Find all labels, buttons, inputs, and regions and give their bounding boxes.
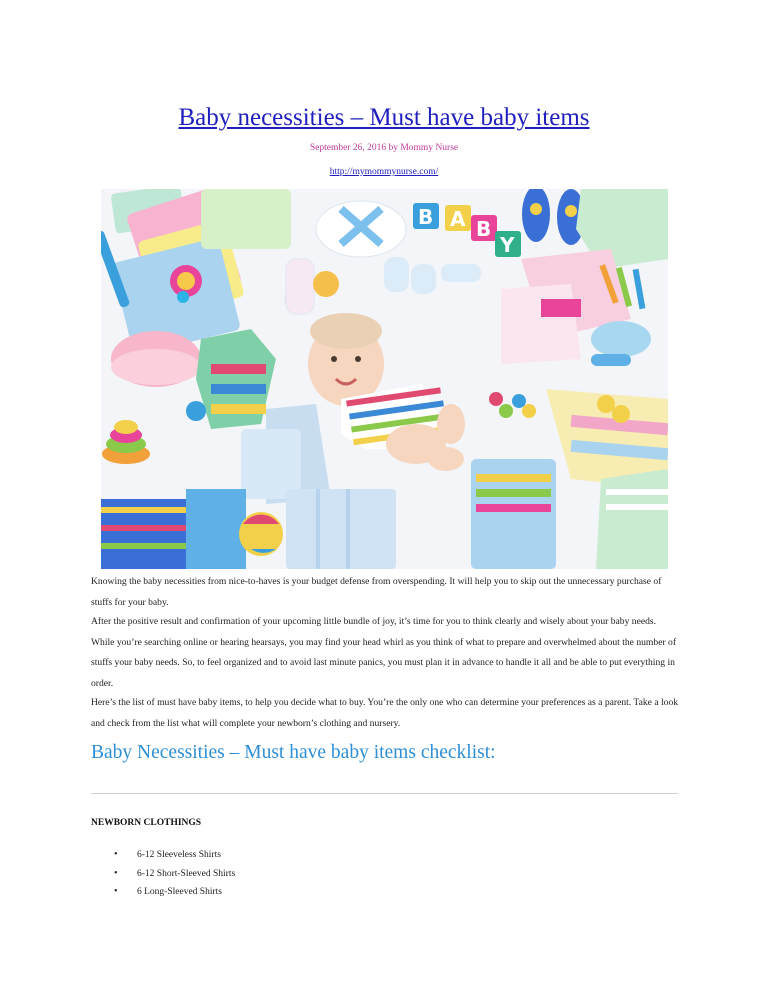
list-item-label: 6-12 Short-Sleeved Shirts [137,868,236,879]
bullet-icon: • [114,886,118,897]
list-item [114,869,235,888]
body-paragraph: Here’s the list of must have baby items, to help you decide what to buy. You’re the only one who can determine your preferences as a parent. Take a look and check from the list what will complete your newborn’s clothing and nursery. [91,697,679,729]
body-paragraph: After the positive result and confirmation of your upcoming little bundle of joy, it’s time for you to think clearly and wisely about your baby needs. While you’re searching online or hearing hearsays, you may find your head whirl as you think of what to prepare and overwhelmed about the number of stuffs your baby needs. So, to feel organized and to avoid last minute panics, you must plan it in advance to handle it all and be able to put everything in order. [91,616,677,689]
baby-items-photo [101,189,668,569]
bullet-icon: • [114,849,118,860]
post-meta: September 26, 2016 by Mommy Nurse [309,143,459,153]
checklist-heading: Baby Necessities – Must have baby items checklist: [91,742,496,763]
list-item-label: 6 Long-Sleeved Shirts [137,887,222,897]
block-letter: B [476,217,492,241]
list-item-label: 6-12 Sleeveless Shirts [137,850,221,860]
intro-paragraph: Knowing the baby necessities from nice-to-haves is your budget defense from overspending. It will help you to skip out the unnecessary purchase of stuffs for your baby. [91,576,662,608]
checklist [114,850,235,906]
divider [91,793,678,794]
block-b1: B [418,205,434,229]
list-item [114,887,235,906]
section-label: NEWBORN CLOTHINGS [91,818,202,828]
block-letter: Y [500,233,515,257]
list-item [114,850,235,869]
source-link[interactable]: http://mymommynurse.com/ [329,167,439,177]
block-letter: A [450,207,466,231]
article-title[interactable]: Baby necessities – Must have baby items [178,104,590,131]
bullet-icon: • [114,867,118,879]
